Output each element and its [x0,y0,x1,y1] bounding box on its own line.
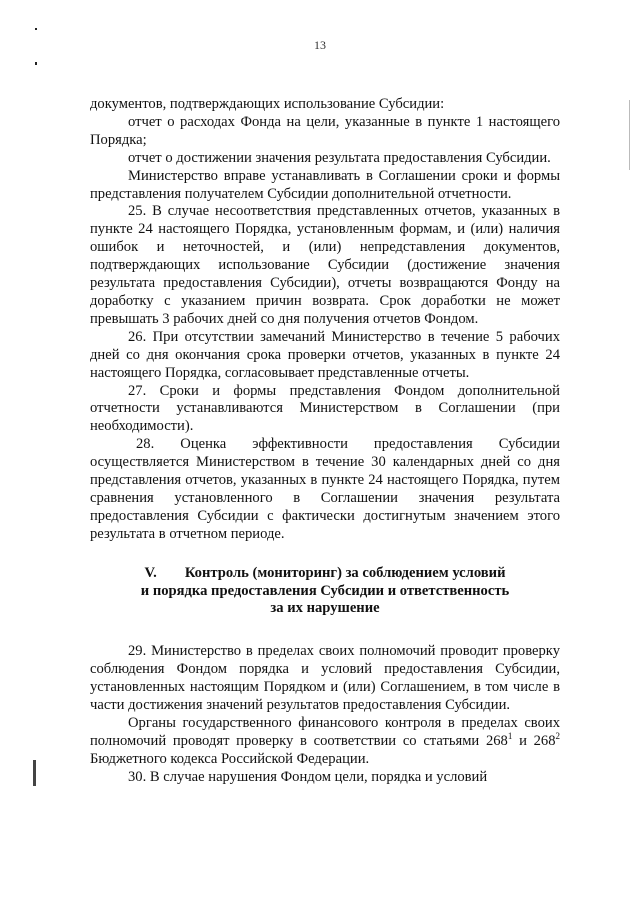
paragraph: 29. Министерство в пределах своих полномочий проводит проверку соблюдения Фондом порядка и условий предоставления Субсидии, установленных настоящим Порядком и (или) Соглашением, в том числе в части достижения значений результатов предоставления Субсидии. [90,643,560,714]
scan-mark [33,760,36,786]
section-heading [90,565,560,619]
scan-mark [35,28,37,30]
section-heading-line: и порядка предоставления Субсидии и ответственность [140,582,510,599]
paragraph: 27. Сроки и формы представления Фондом дополнительной отчетности устанавливаются Министерством в Соглашении (при необходимости). [90,382,560,435]
footnote-superscript: 2 [555,731,560,742]
paragraph: отчет о расходах Фонда на цели, указанные в пункте 1 настоящего Порядка; [90,113,560,148]
section-number: V. [144,564,157,581]
paragraph: отчет о достижении значения результата предоставления Субсидии. [128,149,551,166]
document-body [90,96,560,787]
paragraph-text: Бюджетного кодекса Российской Федерации. [90,750,370,767]
paragraph-text: Органы государственного финансового контроля в пределах своих полномочий проводят проверку в соответствии со статьями 268 [90,715,560,749]
section-heading-line [90,565,560,583]
paragraph: 30. В случае нарушения Фондом цели, порядка и условий [128,768,488,785]
paragraph: документов, подтверждающих использование Субсидии: [90,96,445,112]
paragraph: 26. При отсутствии замечаний Министерство в течение 5 рабочих дней со дня окончания срока проверки отчетов, указанных в пункте 24 настоящего Порядка, согласовывает представленные отчеты. [90,328,560,381]
paragraph: 28. Оценка эффективности предоставления Субсидии осуществляется Министерством в течение 30 календарных дней со дня представления отчетов, указанных в пункте 24 настоящего Порядка, путем сравнения установленного в Соглашении значения результата предоставления Субсидии с фактически достигнутым значением этого результата в отчетном периоде. [90,436,560,542]
paragraph [90,715,560,769]
footnote-superscript: 1 [507,731,513,742]
paragraph: 25. В случае несоответствия представленных отчетов, указанных в пункте 24 настоящего Порядка, установленным формам, и (или) наличия ошибок и неточностей, и (или) непредставления документов, подтверждающих использование Субсидии (достижение значения результата предоставления Субсидии), отчеты возвращаются Фонду на доработку с указанием причин возврата. Срок доработки не может превышать 3 рабочих дней со дня получения отчетов Фондом. [90,203,560,327]
scan-mark [35,62,37,65]
section-heading-line: за их нарушение [270,600,380,617]
paragraph: Министерство вправе устанавливать в Соглашении сроки и формы представления получателем Субсидии дополнительной отчетности. [90,167,560,202]
paragraph-text: и 268 [512,732,556,749]
page-edge-line [629,100,630,170]
section-heading-text: Контроль (мониторинг) за соблюдением условий [184,564,506,581]
page-number: 13 [314,38,326,52]
